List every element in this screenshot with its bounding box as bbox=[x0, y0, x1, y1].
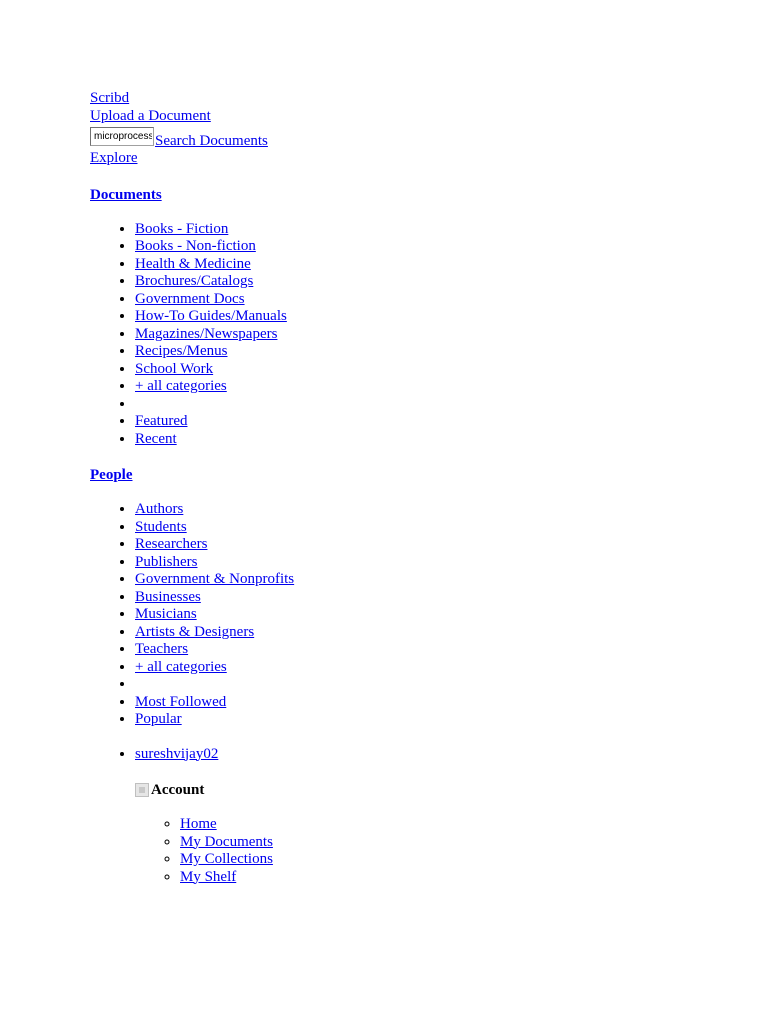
people-item-popular[interactable]: Popular bbox=[135, 711, 182, 727]
explore-link[interactable]: Explore bbox=[90, 150, 138, 166]
people-item-authors[interactable]: Authors bbox=[135, 501, 184, 517]
documents-item-magazines-newspapers[interactable]: Magazines/Newspapers bbox=[135, 325, 278, 342]
documents-item-health-medicine[interactable]: Health & Medicine bbox=[135, 255, 251, 272]
search-input[interactable] bbox=[90, 127, 154, 146]
documents-item-recent[interactable]: Recent bbox=[135, 430, 177, 447]
list-item bbox=[135, 238, 768, 256]
documents-item-government-docs[interactable]: Government Docs bbox=[135, 290, 245, 307]
documents-item-all-categories[interactable]: + all categories bbox=[135, 378, 227, 394]
account-heading-label: Account bbox=[151, 782, 205, 798]
people-heading bbox=[90, 466, 768, 484]
account-item-my-collections[interactable]: My Collections bbox=[180, 851, 273, 867]
list-item bbox=[135, 308, 768, 326]
documents-item-recipes-menus[interactable]: Recipes/Menus bbox=[135, 343, 228, 359]
people-item-artists-designers[interactable]: Artists & Designers bbox=[135, 623, 255, 640]
list-item bbox=[135, 273, 768, 291]
account-image-icon bbox=[135, 783, 149, 797]
list-item bbox=[135, 519, 768, 537]
search-row bbox=[90, 125, 768, 150]
documents-heading-link[interactable]: Documents bbox=[90, 186, 162, 203]
user-menu-item bbox=[135, 746, 768, 887]
people-list bbox=[90, 501, 768, 729]
list-item bbox=[135, 536, 768, 554]
list-item bbox=[135, 431, 768, 449]
list-item bbox=[135, 221, 768, 239]
people-item-musicians[interactable]: Musicians bbox=[135, 606, 197, 622]
list-item bbox=[135, 711, 768, 729]
top-links bbox=[90, 90, 768, 168]
upload-document-link[interactable]: Upload a Document bbox=[90, 107, 211, 124]
account-item-home[interactable]: Home bbox=[180, 816, 217, 832]
people-item-all-categories[interactable]: + all categories bbox=[135, 658, 227, 675]
list-item bbox=[135, 589, 768, 607]
list-item bbox=[135, 256, 768, 274]
account-item-my-shelf[interactable]: My Shelf bbox=[180, 868, 237, 885]
documents-item-featured[interactable]: Featured bbox=[135, 413, 188, 429]
list-item bbox=[135, 378, 768, 396]
list-item bbox=[135, 694, 768, 712]
documents-list bbox=[90, 221, 768, 449]
documents-heading bbox=[90, 186, 768, 204]
list-item bbox=[135, 606, 768, 624]
people-item-researchers[interactable]: Researchers bbox=[135, 536, 208, 552]
account-item-my-documents[interactable]: My Documents bbox=[180, 833, 273, 850]
account-heading bbox=[135, 781, 768, 799]
list-item-empty bbox=[135, 396, 768, 414]
user-menu bbox=[90, 746, 768, 887]
documents-item-books-non-fiction[interactable]: Books - Non-fiction bbox=[135, 238, 256, 254]
search-documents-link[interactable]: Search Documents bbox=[155, 132, 268, 149]
list-item bbox=[135, 413, 768, 431]
list-item bbox=[180, 834, 768, 852]
documents-item-books-fiction[interactable]: Books - Fiction bbox=[135, 220, 229, 237]
people-heading-link[interactable]: People bbox=[90, 467, 133, 483]
list-item bbox=[180, 816, 768, 834]
list-item bbox=[135, 343, 768, 361]
list-item bbox=[135, 326, 768, 344]
list-item bbox=[135, 291, 768, 309]
list-item bbox=[135, 571, 768, 589]
list-item bbox=[180, 851, 768, 869]
people-item-teachers[interactable]: Teachers bbox=[135, 641, 189, 657]
account-list bbox=[135, 816, 768, 886]
list-item bbox=[135, 659, 768, 677]
list-item bbox=[180, 869, 768, 887]
people-item-government-nonprofits[interactable]: Government & Nonprofits bbox=[135, 571, 295, 587]
people-item-most-followed[interactable]: Most Followed bbox=[135, 693, 227, 710]
username-link[interactable]: sureshvijay02 bbox=[135, 745, 219, 762]
list-item bbox=[135, 624, 768, 642]
scribd-home-link[interactable]: Scribd bbox=[90, 90, 130, 106]
documents-item-brochures-catalogs[interactable]: Brochures/Catalogs bbox=[135, 273, 254, 289]
people-item-publishers[interactable]: Publishers bbox=[135, 553, 198, 570]
list-item bbox=[135, 501, 768, 519]
list-item bbox=[135, 641, 768, 659]
people-item-students[interactable]: Students bbox=[135, 518, 187, 535]
documents-item-how-to-guides[interactable]: How-To Guides/Manuals bbox=[135, 308, 287, 324]
people-item-businesses[interactable]: Businesses bbox=[135, 588, 201, 605]
list-item bbox=[135, 361, 768, 379]
documents-item-school-work[interactable]: School Work bbox=[135, 360, 214, 377]
list-item bbox=[135, 554, 768, 572]
list-item-empty bbox=[135, 676, 768, 694]
